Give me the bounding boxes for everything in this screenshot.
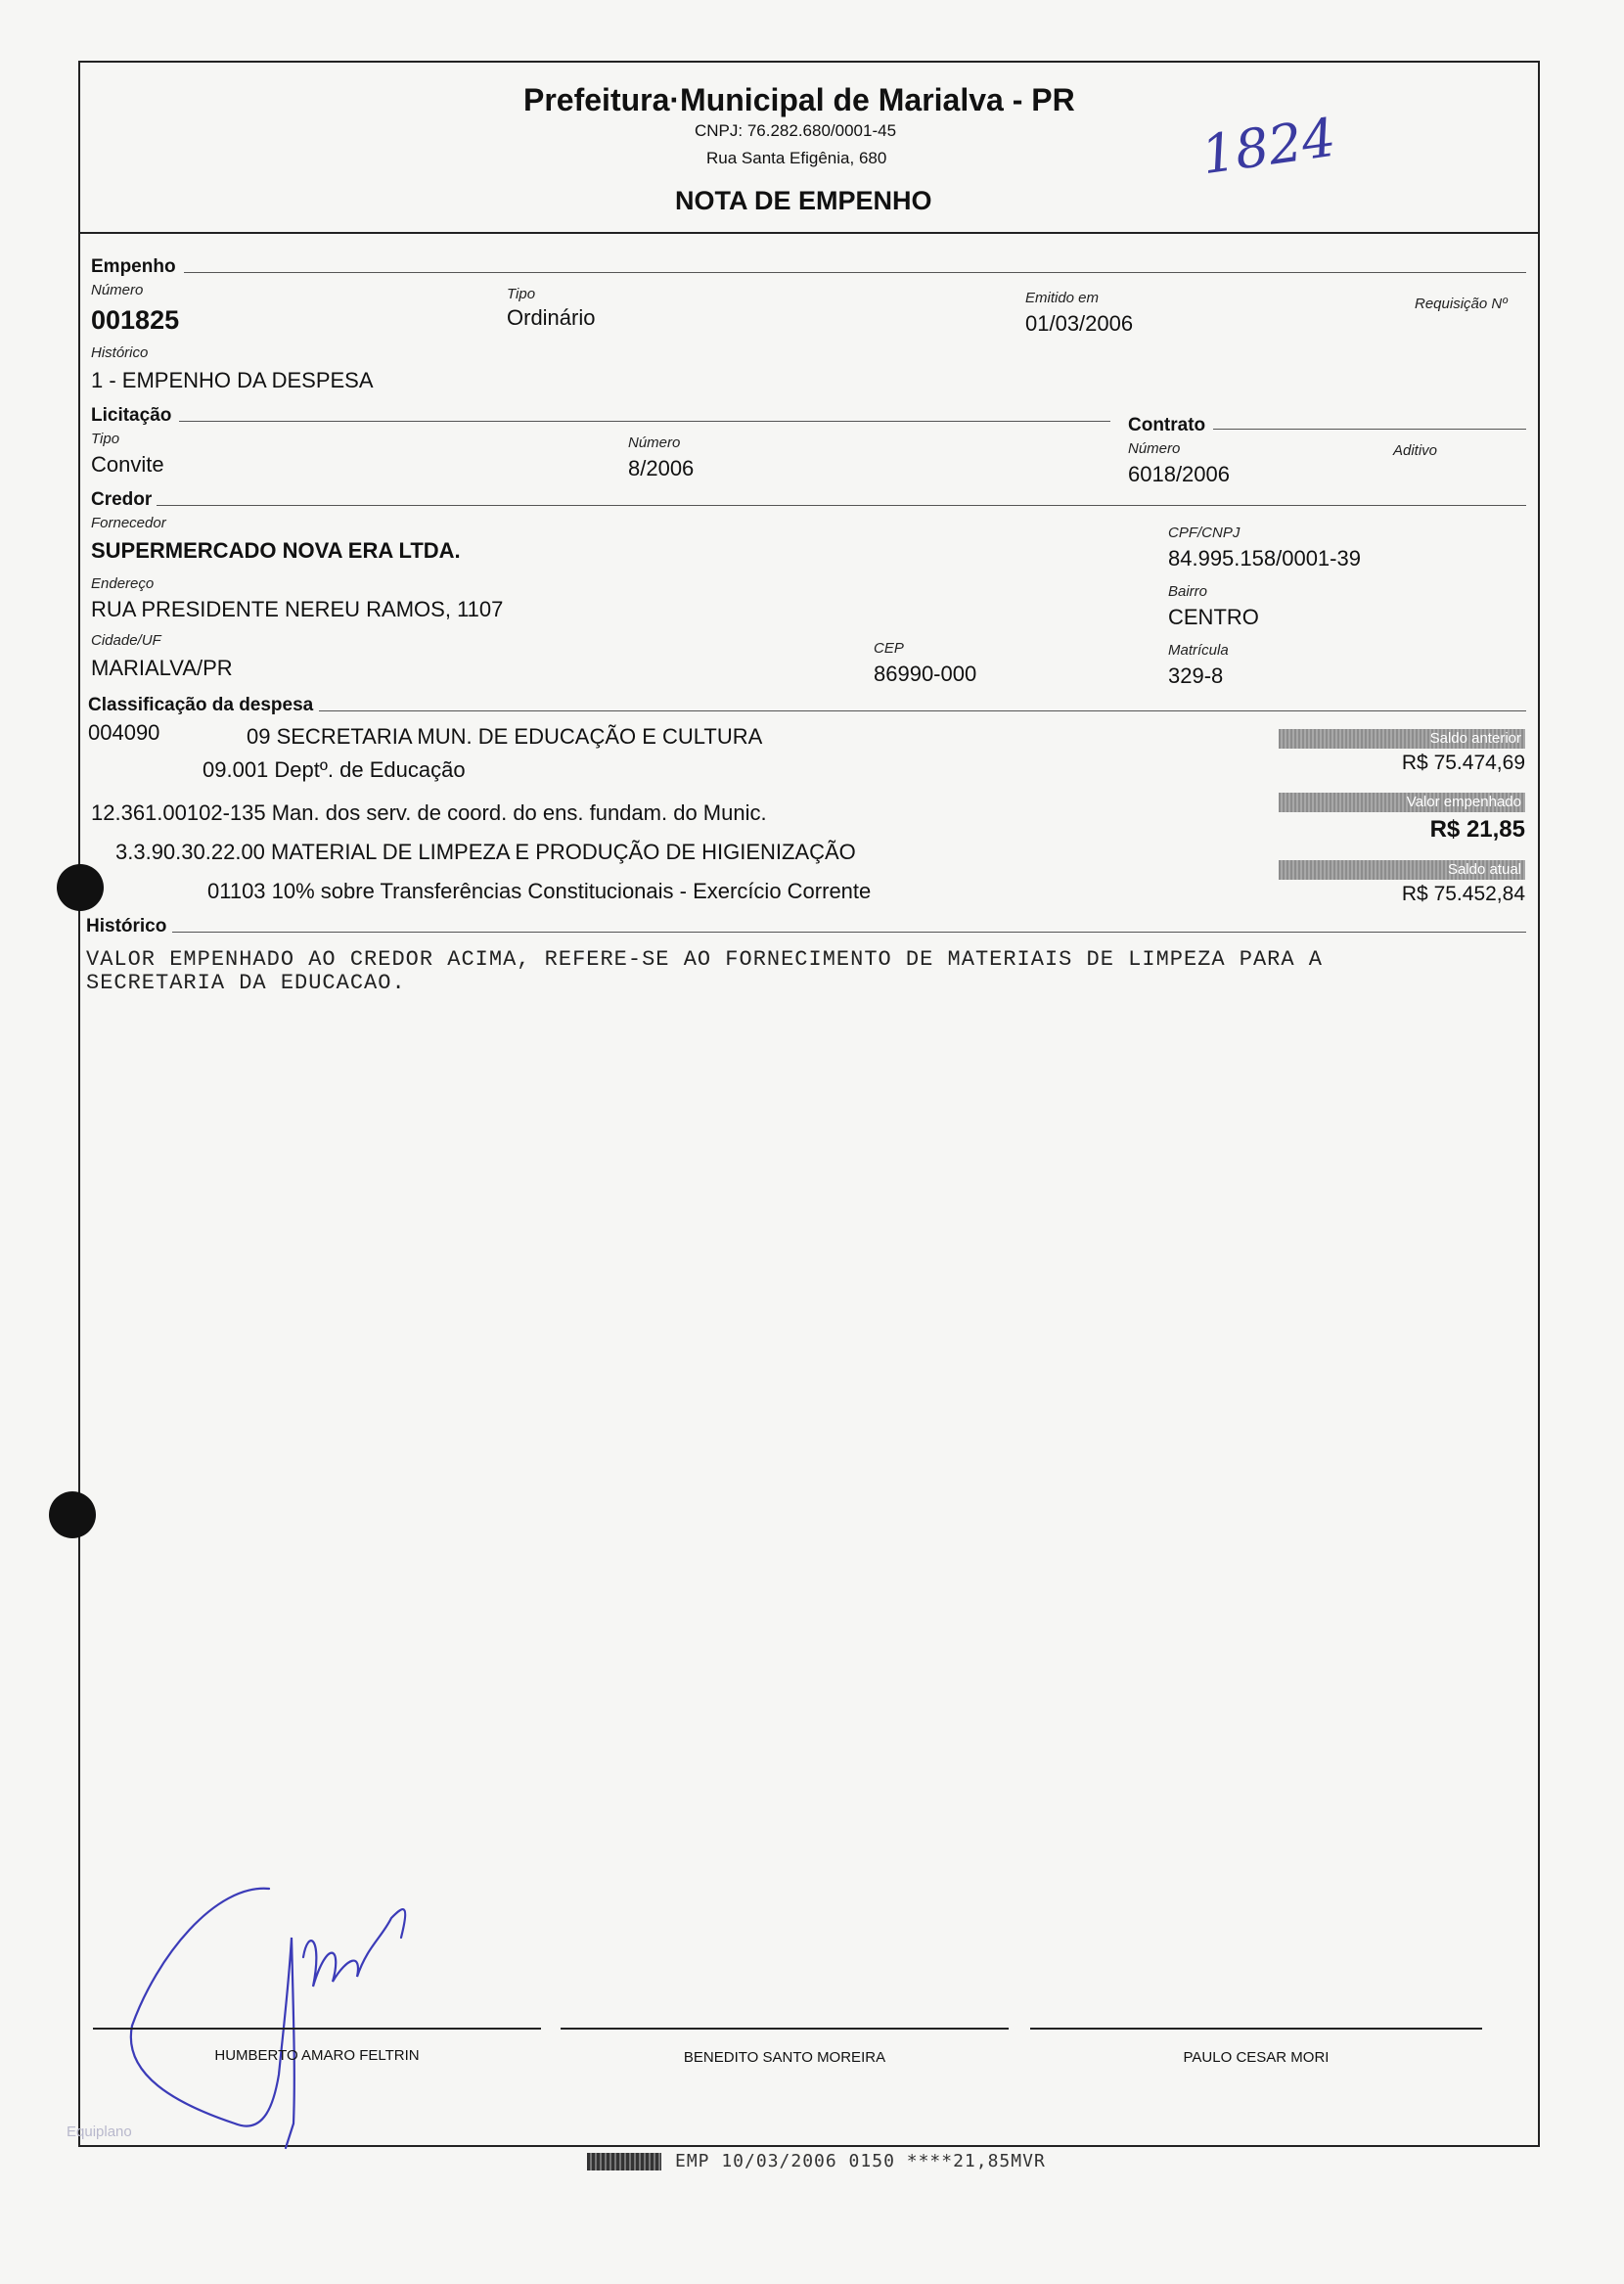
historico-section-title: Histórico [86, 916, 167, 936]
watermark: Equiplano [67, 2124, 132, 2140]
cep: 86990-000 [874, 662, 977, 686]
classificacao-line-1: 09 SECRETARIA MUN. DE EDUCAÇÃO E CULTURA [247, 724, 763, 749]
contrato-section-line [1213, 429, 1526, 430]
header-divider [78, 232, 1540, 234]
footer-stamp: EMP 10/03/2006 0150 ****21,85MVR [675, 2151, 1046, 2171]
punch-hole-top [57, 864, 104, 911]
licitacao-tipo-label: Tipo [91, 431, 120, 447]
licitacao-numero-label: Número [628, 434, 681, 451]
saldo-atual-value: R$ 75.452,84 [1401, 883, 1525, 905]
classificacao-code: 004090 [88, 720, 160, 745]
cep-label: CEP [874, 640, 904, 657]
valor-empenhado-label: Valor empenhado [1279, 793, 1525, 812]
licitacao-tipo: Convite [91, 452, 164, 477]
empenho-section-line [184, 272, 1526, 273]
contrato-numero: 6018/2006 [1128, 462, 1230, 486]
signature-name-2: BENEDITO SANTO MOREIRA [683, 2049, 886, 2066]
empenho-tipo-label: Tipo [507, 286, 536, 302]
document-title: NOTA DE EMPENHO [675, 186, 932, 215]
contrato-section-title: Contrato [1128, 415, 1206, 435]
classificacao-section-line [319, 710, 1526, 711]
signature-name-1: HUMBERTO AMARO FELTRIN [214, 2047, 420, 2064]
matricula-label: Matrícula [1168, 642, 1229, 659]
cpf-cnpj: 84.995.158/0001-39 [1168, 546, 1361, 571]
valor-empenhado-value: R$ 21,85 [1429, 816, 1525, 843]
aditivo-label: Aditivo [1393, 442, 1438, 459]
classificacao-line-4: 3.3.90.30.22.00 MATERIAL DE LIMPEZA E PRODUÇÃO DE HIGIENIZAÇÃO [115, 840, 856, 864]
historico-text-line-2: SECRETARIA DA EDUCACAO. [86, 971, 406, 995]
cnpj-text: CNPJ: 76.282.680/0001-45 [695, 121, 897, 140]
contrato-numero-label: Número [1128, 440, 1181, 457]
empenho-section-title: Empenho [91, 256, 176, 277]
address-text: Rua Santa Efigênia, 680 [706, 149, 887, 167]
cpf-cnpj-label: CPF/CNPJ [1168, 525, 1241, 541]
licitacao-section-line [179, 421, 1110, 422]
empenho-tipo: Ordinário [507, 305, 596, 330]
signature-line-2 [561, 2028, 1009, 2030]
historico-section-line [172, 932, 1526, 933]
matricula: 329-8 [1168, 663, 1224, 688]
signature-name-3: PAULO CESAR MORI [1183, 2049, 1330, 2066]
historico-text-line-1: VALOR EMPENHADO AO CREDOR ACIMA, REFERE-SE AO FORNECIMENTO DE MATERIAIS DE LIMPEZA PARA A [86, 947, 1323, 972]
classificacao-line-2: 09.001 Deptº. de Educação [203, 757, 466, 782]
signature-line-3 [1030, 2028, 1482, 2030]
municipality-title: Prefeitura·Municipal de Marialva - PR [523, 82, 1075, 117]
handwritten-number: 1824 [1197, 106, 1340, 187]
empenho-historico-label: Histórico [91, 344, 149, 361]
empenho-numero-label: Número [91, 282, 144, 298]
fornecedor-label: Fornecedor [91, 515, 166, 531]
signature-line-1 [93, 2028, 541, 2030]
classificacao-line-5: 01103 10% sobre Transferências Constitucionais - Exercício Corrente [207, 879, 872, 903]
punch-hole-bottom [49, 1491, 96, 1538]
empenho-historico: 1 - EMPENHO DA DESPESA [91, 368, 374, 392]
footer-stamp-logo [587, 2153, 661, 2170]
saldo-atual-label: Saldo atual [1279, 860, 1525, 880]
endereco: RUA PRESIDENTE NEREU RAMOS, 1107 [91, 597, 504, 621]
classificacao-line-3: 12.361.00102-135 Man. dos serv. de coord. do ens. fundam. do Munic. [91, 800, 767, 825]
saldo-anterior-label: Saldo anterior [1279, 729, 1525, 749]
requisicao-label: Requisição Nº [1415, 296, 1508, 312]
licitacao-section-title: Licitação [91, 405, 172, 426]
credor-section-line [157, 505, 1526, 506]
handwritten-signature [117, 1879, 440, 2153]
cidade: MARIALVA/PR [91, 656, 233, 680]
cidade-label: Cidade/UF [91, 632, 161, 649]
bairro: CENTRO [1168, 605, 1259, 629]
fornecedor-name: SUPERMERCADO NOVA ERA LTDA. [91, 538, 461, 563]
classificacao-section-title: Classificação da despesa [88, 695, 314, 715]
credor-section-title: Credor [91, 489, 153, 510]
bairro-label: Bairro [1168, 583, 1208, 600]
empenho-numero: 001825 [91, 305, 180, 335]
emitido-date: 01/03/2006 [1025, 311, 1134, 336]
licitacao-numero: 8/2006 [628, 456, 695, 480]
emitido-label: Emitido em [1025, 290, 1100, 306]
saldo-anterior-value: R$ 75.474,69 [1401, 752, 1525, 774]
endereco-label: Endereço [91, 575, 155, 592]
